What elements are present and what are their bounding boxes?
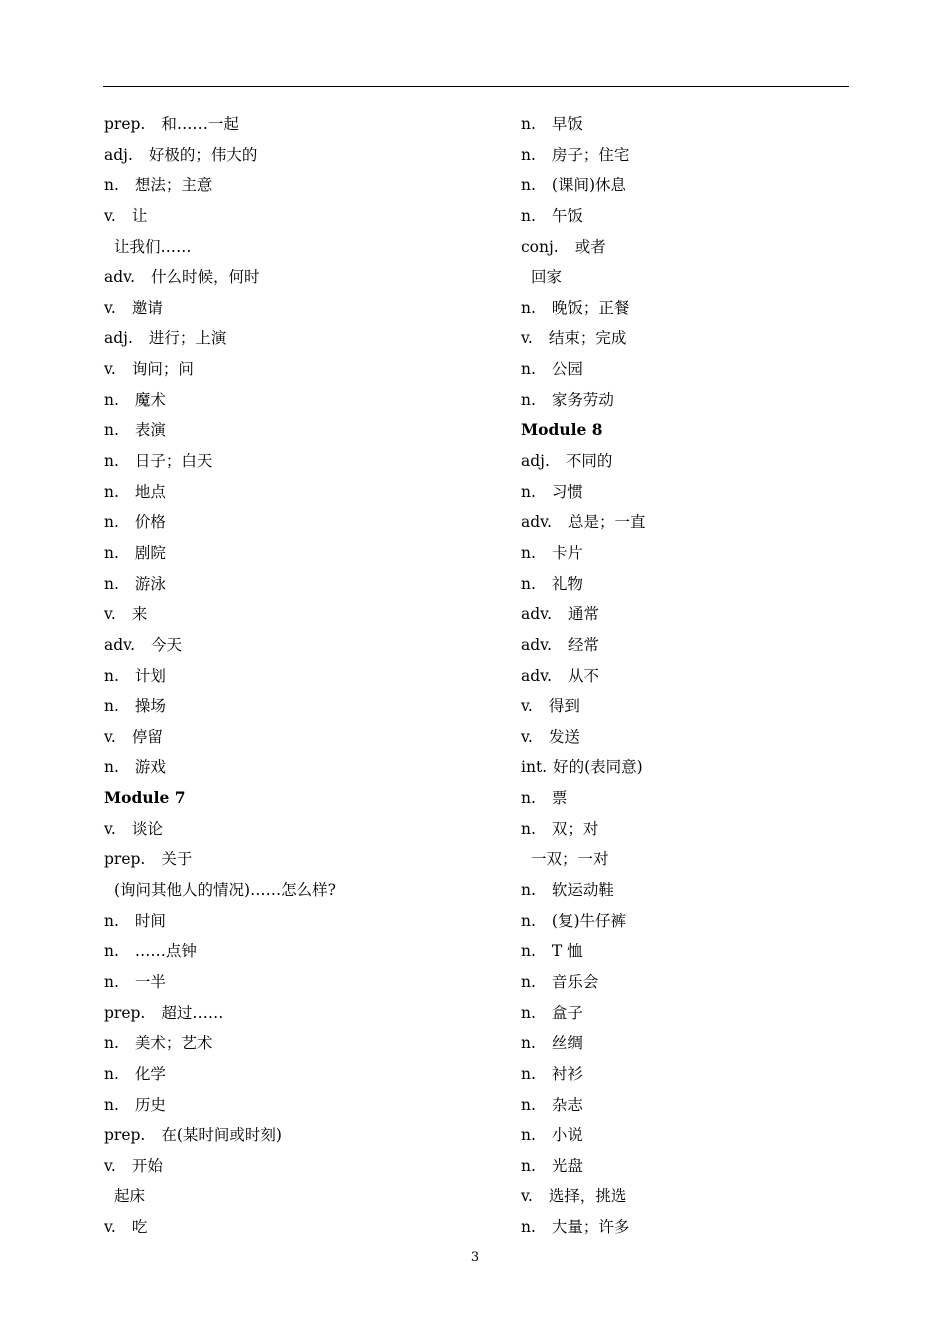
vocab-entry — [521, 906, 851, 937]
vocab-entry — [521, 1120, 851, 1151]
vocab-entry — [104, 170, 494, 201]
part-of-speech: n. — [521, 390, 536, 409]
meaning: 一半 — [134, 972, 166, 991]
vocab-entry — [521, 293, 851, 324]
meaning: 让我们…… — [114, 237, 192, 256]
meaning: (课间)休息 — [551, 176, 627, 195]
part-of-speech: n. — [521, 942, 536, 961]
vocab-entry — [104, 814, 494, 845]
vocab-entry — [104, 140, 494, 171]
part-of-speech: prep. — [104, 850, 146, 869]
vocab-entry — [521, 599, 851, 630]
part-of-speech: n. — [521, 1003, 536, 1022]
part-of-speech: n. — [521, 1218, 536, 1237]
part-of-speech: n. — [521, 911, 536, 930]
part-of-speech: conj. — [521, 237, 559, 256]
vocab-entry — [521, 538, 851, 569]
meaning: 邀请 — [131, 298, 163, 317]
meaning: 早饭 — [551, 115, 583, 133]
part-of-speech: n. — [104, 911, 119, 930]
vocab-entry — [104, 844, 494, 875]
meaning: 游戏 — [134, 758, 166, 777]
vocab-entry — [521, 844, 851, 875]
vocab-entry — [521, 936, 851, 967]
meaning: 盒子 — [551, 1003, 583, 1022]
part-of-speech: v. — [104, 727, 116, 746]
right-column — [521, 109, 851, 1243]
vocab-entry — [521, 140, 851, 171]
part-of-speech: n. — [521, 574, 536, 593]
part-of-speech: prep. — [104, 1126, 146, 1145]
vocab-entry — [104, 477, 494, 508]
meaning: 操场 — [134, 697, 166, 716]
part-of-speech: adv. — [104, 268, 136, 287]
module-heading: Module 7 — [104, 788, 186, 808]
vocab-entry — [104, 354, 494, 385]
meaning: 询问；问 — [131, 360, 194, 379]
vocab-entry — [521, 875, 851, 906]
meaning: 家务劳动 — [551, 390, 614, 409]
part-of-speech: n. — [104, 543, 119, 562]
meaning: 光盘 — [551, 1156, 583, 1175]
part-of-speech: n. — [104, 574, 119, 593]
part-of-speech: prep. — [104, 1003, 146, 1022]
meaning: 选择，挑选 — [548, 1187, 627, 1206]
part-of-speech: n. — [521, 482, 536, 501]
meaning: 双；对 — [551, 819, 599, 838]
meaning: 晚饭；正餐 — [551, 298, 630, 317]
meaning: 在(某时间或时刻) — [161, 1126, 282, 1145]
part-of-speech: v. — [104, 819, 116, 838]
meaning: 票 — [551, 789, 568, 808]
meaning: 大量；许多 — [551, 1218, 630, 1237]
part-of-speech: n. — [104, 452, 119, 471]
meaning: 和……一起 — [161, 115, 239, 133]
meaning: 让 — [131, 206, 148, 225]
vocab-entry — [104, 446, 494, 477]
vocab-entry — [104, 293, 494, 324]
part-of-speech: n. — [104, 697, 119, 716]
vocab-entry — [521, 262, 851, 293]
vocab-entry — [521, 446, 851, 477]
vocab-entry — [104, 691, 494, 722]
vocab-entry — [521, 1028, 851, 1059]
meaning: 结束；完成 — [548, 329, 627, 348]
part-of-speech: n. — [104, 421, 119, 440]
part-of-speech: n. — [521, 1126, 536, 1145]
vocab-entry — [521, 722, 851, 753]
meaning: 礼物 — [551, 574, 583, 593]
part-of-speech: v. — [104, 1218, 116, 1237]
meaning: 魔术 — [134, 390, 166, 409]
part-of-speech: n. — [104, 1064, 119, 1083]
meaning: (复)牛仔裤 — [551, 911, 627, 930]
meaning: 通常 — [568, 605, 600, 624]
part-of-speech: adv. — [521, 635, 553, 654]
part-of-speech: n. — [521, 1034, 536, 1053]
vocab-entry — [104, 1212, 494, 1243]
part-of-speech: adv. — [521, 605, 553, 624]
meaning: 总是；一直 — [568, 513, 646, 532]
meaning: 房子；住宅 — [551, 145, 630, 164]
meaning: 好极的；伟大的 — [148, 145, 258, 164]
meaning: 吃 — [131, 1218, 148, 1237]
vocab-entry — [521, 814, 851, 845]
meaning: 历史 — [134, 1095, 166, 1114]
vocab-entry — [104, 569, 494, 600]
meaning: 化学 — [134, 1064, 166, 1083]
meaning: 公园 — [551, 360, 583, 379]
meaning: 卡片 — [551, 543, 583, 562]
part-of-speech: v. — [104, 206, 116, 225]
vocab-entry — [104, 936, 494, 967]
vocab-entry — [521, 691, 851, 722]
part-of-speech: n. — [521, 298, 536, 317]
part-of-speech: n. — [521, 1156, 536, 1175]
meaning: 得到 — [548, 697, 580, 716]
part-of-speech: int. — [521, 758, 548, 777]
meaning: (询问其他人的情况)……怎么样? — [114, 881, 336, 900]
vocab-entry — [521, 752, 851, 783]
meaning: 剧院 — [134, 543, 166, 562]
part-of-speech: v. — [521, 329, 533, 348]
meaning: 地点 — [134, 482, 166, 501]
meaning: 价格 — [134, 513, 166, 532]
vocab-entry — [521, 477, 851, 508]
vocab-entry — [521, 232, 851, 263]
page-number: 3 — [470, 1250, 480, 1265]
part-of-speech: n. — [521, 972, 536, 991]
part-of-speech: prep. — [104, 115, 146, 133]
part-of-speech: adv. — [521, 513, 553, 532]
vocab-entry — [521, 569, 851, 600]
part-of-speech: v. — [104, 1156, 116, 1175]
vocab-entry — [521, 998, 851, 1029]
left-column — [104, 109, 494, 1243]
vocab-entry — [521, 967, 851, 998]
vocab-entry — [104, 1059, 494, 1090]
meaning: 软运动鞋 — [551, 881, 614, 900]
module-heading: Module 8 — [521, 420, 603, 440]
part-of-speech: n. — [521, 115, 536, 133]
meaning: 想法；主意 — [134, 176, 213, 195]
meaning: ……点钟 — [134, 942, 197, 961]
vocab-entry — [104, 1151, 494, 1182]
part-of-speech: adv. — [521, 666, 553, 685]
part-of-speech: n. — [521, 819, 536, 838]
vocab-entry — [104, 232, 494, 263]
vocab-entry — [104, 906, 494, 937]
vocab-entry — [104, 109, 494, 140]
part-of-speech: n. — [104, 972, 119, 991]
part-of-speech: adj. — [104, 329, 133, 348]
vocab-entry — [104, 323, 494, 354]
part-of-speech: v. — [104, 360, 116, 379]
vocab-entry — [521, 1090, 851, 1121]
vocab-entry — [521, 385, 851, 416]
meaning: 好的(表同意) — [553, 758, 643, 777]
vocab-entry — [104, 998, 494, 1029]
part-of-speech: n. — [521, 206, 536, 225]
meaning: 杂志 — [551, 1095, 583, 1114]
meaning: 发送 — [548, 727, 580, 746]
part-of-speech: n. — [521, 1064, 536, 1083]
vocab-entry — [104, 875, 494, 906]
part-of-speech: n. — [104, 942, 119, 961]
part-of-speech: n. — [104, 513, 119, 532]
part-of-speech: v. — [521, 1187, 533, 1206]
part-of-speech: n. — [104, 1095, 119, 1114]
part-of-speech: n. — [104, 666, 119, 685]
header-rule — [103, 86, 849, 87]
part-of-speech: adj. — [521, 452, 550, 471]
meaning: 今天 — [151, 635, 183, 654]
meaning: 从不 — [568, 666, 600, 685]
part-of-speech: adj. — [104, 145, 133, 164]
vocab-entry — [104, 661, 494, 692]
vocab-entry — [104, 722, 494, 753]
vocab-entry — [521, 1181, 851, 1212]
meaning: 午饭 — [551, 206, 583, 225]
part-of-speech: n. — [104, 758, 119, 777]
part-of-speech: n. — [521, 145, 536, 164]
meaning: 来 — [131, 605, 148, 624]
meaning: 丝绸 — [551, 1034, 583, 1053]
vocab-entry — [521, 661, 851, 692]
meaning: 或者 — [574, 237, 606, 256]
meaning: T 恤 — [551, 942, 583, 961]
part-of-speech: v. — [521, 727, 533, 746]
part-of-speech: n. — [104, 176, 119, 195]
meaning: 时间 — [134, 911, 166, 930]
meaning: 经常 — [568, 635, 600, 654]
meaning: 不同的 — [565, 452, 613, 471]
meaning: 一双；一对 — [531, 850, 609, 869]
vocab-entry — [104, 507, 494, 538]
vocab-entry — [521, 109, 851, 140]
part-of-speech: n. — [521, 176, 536, 195]
meaning: 习惯 — [551, 482, 583, 501]
vocab-entry — [521, 323, 851, 354]
vocab-entry — [104, 630, 494, 661]
vocab-entry — [104, 1090, 494, 1121]
part-of-speech: v. — [104, 605, 116, 624]
part-of-speech: n. — [521, 543, 536, 562]
meaning: 超过…… — [161, 1003, 224, 1022]
vocab-entry — [104, 1028, 494, 1059]
vocab-entry — [104, 262, 494, 293]
vocab-entry — [521, 354, 851, 385]
vocab-entry — [104, 385, 494, 416]
part-of-speech: n. — [104, 390, 119, 409]
vocab-entry — [521, 201, 851, 232]
part-of-speech: n. — [521, 881, 536, 900]
vocab-entry — [104, 201, 494, 232]
meaning: 停留 — [131, 727, 163, 746]
meaning: 日子；白天 — [134, 452, 213, 471]
meaning: 计划 — [134, 666, 166, 685]
part-of-speech: v. — [104, 298, 116, 317]
vocab-entry — [104, 967, 494, 998]
part-of-speech: n. — [521, 789, 536, 808]
vocab-entry — [104, 538, 494, 569]
meaning: 美术；艺术 — [134, 1034, 213, 1053]
vocab-entry — [104, 1120, 494, 1151]
vocab-entry — [521, 507, 851, 538]
vocab-entry — [104, 599, 494, 630]
meaning: 回家 — [531, 268, 563, 287]
vocab-entry — [521, 783, 851, 814]
meaning: 关于 — [161, 850, 193, 869]
meaning: 进行；上演 — [148, 329, 227, 348]
vocab-entry — [521, 630, 851, 661]
part-of-speech: v. — [521, 697, 533, 716]
meaning: 游泳 — [134, 574, 166, 593]
vocab-entry — [521, 1151, 851, 1182]
meaning: 谈论 — [131, 819, 163, 838]
vocab-entry — [104, 752, 494, 783]
part-of-speech: n. — [104, 1034, 119, 1053]
vocab-entry — [521, 1059, 851, 1090]
part-of-speech: n. — [521, 1095, 536, 1114]
meaning: 衬衫 — [551, 1064, 583, 1083]
meaning: 起床 — [114, 1187, 146, 1206]
meaning: 小说 — [551, 1126, 583, 1145]
vocab-entry — [521, 170, 851, 201]
vocab-entry — [521, 1212, 851, 1243]
meaning: 音乐会 — [551, 972, 599, 991]
meaning: 开始 — [131, 1156, 163, 1175]
meaning: 什么时候，何时 — [151, 268, 260, 287]
part-of-speech: n. — [104, 482, 119, 501]
vocab-entry — [104, 415, 494, 446]
part-of-speech: adv. — [104, 635, 136, 654]
vocab-entry — [104, 1181, 494, 1212]
meaning: 表演 — [134, 421, 166, 440]
part-of-speech: n. — [521, 360, 536, 379]
